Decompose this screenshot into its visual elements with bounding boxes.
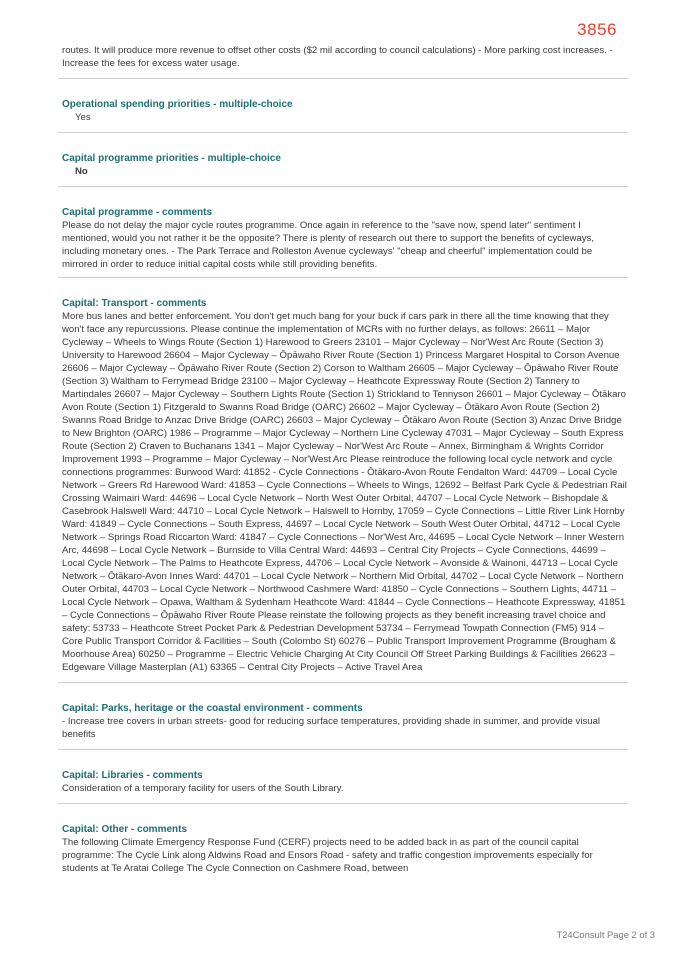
answer-value: No xyxy=(75,166,88,177)
divider xyxy=(58,78,628,79)
comment-text: The following Climate Emergency Response Fund (CERF) projects need to be added back in as part of the council capital programme: The Cycle Link along Aldwins Road and Ensors Road - safety and traffic congestion improvements especially for students at Te Aratai College The Cycle Connection on Cashmere Road, between xyxy=(62,837,593,874)
section-operational-spending xyxy=(62,98,627,124)
section-parks-comments xyxy=(62,702,627,741)
divider xyxy=(58,803,628,804)
divider xyxy=(58,132,628,133)
divider xyxy=(58,186,628,187)
section-capital-programme-priorities xyxy=(62,152,627,178)
divider xyxy=(58,682,628,683)
section-heading: Capital programme priorities - multiple-choice xyxy=(62,153,281,164)
comment-text: - Increase tree covers in urban streets- good for reducing surface temperatures, providing shade in summer, and provide visual benefits xyxy=(62,716,601,740)
page-footer: T24Consult Page 2 of 3 xyxy=(556,929,655,940)
section-capital-programme-comments xyxy=(62,206,627,271)
section-transport-comments xyxy=(62,297,627,674)
section-libraries-comments xyxy=(62,769,627,795)
section-heading: Capital programme - comments xyxy=(62,207,213,218)
section-heading: Capital: Parks, heritage or the coastal environment - comments xyxy=(62,703,363,714)
section-other-comments xyxy=(62,823,627,875)
comment-text: More bus lanes and better enforcement. You don't get much bang for your buck if cars park in there all the time knowing that they won't face any repurcussions. Please continue the implementation of MCRs with no further delays, as follows: 26611 – Major Cycleway – Wheels to Wings Route (Section 1) Harewood to Greers 23101 – Major Cycleway – Nor'West Arc Route (Section 3) University to Harewood 26604 – Major Cycleway – Ōpāwaho River Route (Section 1) Princess Margaret Hospital to Corson Avenue 26606 – Major Cycleway – Ōpāwaho River Route (Section 2) Corson to Waltham 26605 – Major Cycleway – Ōpāwaho River Route (Section 3) Waltham to Ferrymead Bridge 23100 – Major Cycleway – Heathcote Expressway Route (Section 2) Tannery to Martindales 26607 – Major Cycleway – Southern Lights Route (Section 1) Strickland to Tennyson 26601 – Major Cycleway – Ōtākaro Avon Route (Section 1) Fitzgerald to Swanns Road Bridge (OARC) 26602 – Major Cycleway – Ōtākaro Avon Route (Section 2) Swanns Road Bridge to Anzac Drive Bridge (OARC) 26603 – Major Cycleway – Ōtākaro Avon Route (Section 3) Anzac Drive Bridge to New Brighton (OARC) 1986 – Programme – Major Cycleway – Northern Line Cycleway 47031 – Major Cycleway – South Express Route (Section 2) Craven to Buchanans 1341 – Major Cycleway – Nor'West Arc Route – Annex, Birmingham & Wrights Corridor Improvement 1993 – Programme – Major Cycleway – Nor'West Arc Please reintroduce the following local cycle network and cycle connections programmes: Burwood Ward: 41852 - Cycle Connections - Ōtākaro-Avon Route Fendalton Ward: 44709 – Local Cycle Network – Greers Rd Harewood Ward: 41853 – Cycle Connections – Wheels to Wings, 12692 – Belfast Park Cycle & Pedestrian Rail Crossing Waimairi Ward: 44696 – Local Cycle Network – North West Outer Orbital, 44707 – Local Cycle Network – Bishopdale & Casebrook Halswell Ward: 44710 – Local Cycle Network – Halswell to Hornby, 17059 – Cycle Connections – Little River Link Hornby Ward: 41849 – Cycle Connections – South Express, 44697 – Local Cycle Network – South West Outer Orbital, 44712 – Local Cycle Network – Springs Road Riccarton Ward: 41847 – Cycle Connections – Nor'West Arc, 44695 – Local Cycle Network – Inner Western Arc, 44698 – Local Cycle Network – Burnside to Villa Central Ward: 44693 – Central City Projects – Cycle Connections, 44699 – Local Cycle Network – The Palms to Heathcote Express, 44706 – Local Cycle Network – Avonside & Wainoni, 44713 – Local Cycle Network – Ōtākaro-Avon Innes Ward: 44701 – Local Cycle Network – Northern Mid Orbital, 44702 – Local Cycle Network – Northern Outer Orbital, 44703 – Local Cycle Network – Northwood Cashmere Ward: 41850 – Cycle Connections – Southern Lights, 44711 – Local Cycle Network – Opawa, Waltham & Sydenham Heathcote Ward: 41844 – Cycle Connections – Heathcote Expressway, 41851 – Cycle Connections – Ōpāwaho River Route Please reinstate the following projects as they benefit increasing travel choice and safety: 53733 – Heathcote Street Pocket Park & Pedestrian Development 53734 – Ferrymead Towpath Connection (FM5) 914 – Core Public Transport Corridor & Facilities – South (Colombo St) 60276 – Public Transport Improvement Programme (Brougham & Moorhouse Area) 60250 – Programme – Electric Vehicle Charging At City Council Off Street Parking Buildings & Facilities 26623 – Edgeware Village Masterplan (A1) 63365 – Central City Projects – Active Travel Area xyxy=(62,311,627,673)
section-heading: Capital: Other - comments xyxy=(62,824,188,835)
divider xyxy=(58,277,628,278)
submission-id: 3856 xyxy=(577,20,617,39)
comment-text: Consideration of a temporary facility for users of the South Library. xyxy=(62,783,344,794)
divider xyxy=(58,749,628,750)
section-heading: Operational spending priorities - multiple-choice xyxy=(62,99,293,110)
section-heading: Capital: Transport - comments xyxy=(62,298,207,309)
section-heading: Capital: Libraries - comments xyxy=(62,770,203,781)
submission-content xyxy=(62,44,627,875)
comment-text: Please do not delay the major cycle routes programme. Once again in reference to the "save now, spend later" sentiment I mentioned, would you not rather it be the opposite? There is plenty of research out there to support the benefits of cycleways, including monetary ones. - The Park Terrace and Rolleston Avenue cycleways' "cheap and cheerful" implementation could be mirrored in order to reduce initial capital costs while still providing benefits. xyxy=(62,220,595,270)
intro-text: routes. It will produce more revenue to offset other costs ($2 mil according to council calculations) - More parking cost increases. - Increase the fees for excess water usage. xyxy=(62,45,613,69)
answer-value: Yes xyxy=(75,112,91,123)
